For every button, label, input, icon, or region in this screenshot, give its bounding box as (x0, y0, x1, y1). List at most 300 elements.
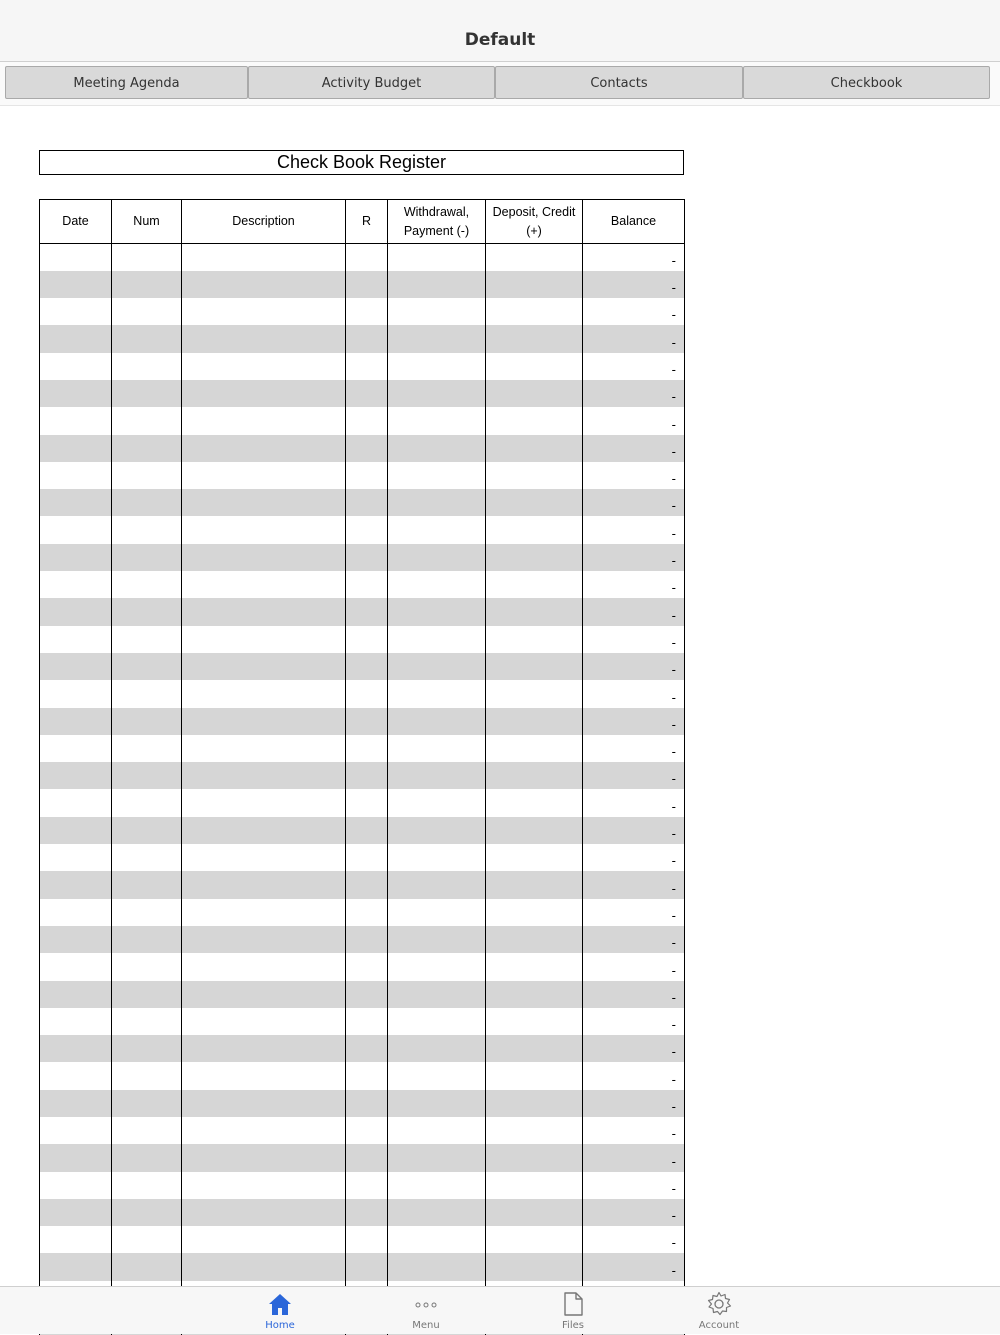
balance-cell[interactable]: - (583, 626, 685, 653)
withdrawal-cell[interactable] (388, 516, 486, 543)
deposit-cell[interactable] (486, 708, 583, 735)
balance-cell[interactable]: - (583, 353, 685, 380)
num-cell[interactable] (112, 817, 182, 844)
description-cell[interactable] (182, 1062, 346, 1089)
withdrawal-cell[interactable] (388, 571, 486, 598)
date-cell[interactable] (40, 571, 112, 598)
reconciled-cell[interactable] (346, 735, 388, 762)
sheet-tab-activity-budget[interactable]: Activity Budget (248, 66, 495, 99)
balance-cell[interactable]: - (583, 1117, 685, 1144)
num-cell[interactable] (112, 1008, 182, 1035)
reconciled-cell[interactable] (346, 298, 388, 325)
table-row (40, 1226, 685, 1253)
balance-cell[interactable]: - (583, 1035, 685, 1062)
withdrawal-cell[interactable] (388, 598, 486, 625)
reconciled-cell[interactable] (346, 926, 388, 953)
num-cell[interactable] (112, 626, 182, 653)
description-cell[interactable] (182, 1035, 346, 1062)
description-cell[interactable] (182, 353, 346, 380)
num-cell[interactable] (112, 899, 182, 926)
balance-cell[interactable]: - (583, 598, 685, 625)
description-cell[interactable] (182, 380, 346, 407)
reconciled-cell[interactable] (346, 407, 388, 434)
num-cell[interactable] (112, 489, 182, 516)
num-cell[interactable] (112, 1172, 182, 1199)
deposit-cell[interactable] (486, 1117, 583, 1144)
deposit-cell[interactable] (486, 1062, 583, 1089)
date-cell[interactable] (40, 1172, 112, 1199)
description-cell[interactable] (182, 244, 346, 271)
description-cell[interactable] (182, 462, 346, 489)
description-cell[interactable] (182, 1144, 346, 1171)
withdrawal-cell[interactable] (388, 407, 486, 434)
num-cell[interactable] (112, 571, 182, 598)
reconciled-cell[interactable] (346, 1008, 388, 1035)
withdrawal-cell[interactable] (388, 1008, 486, 1035)
num-cell[interactable] (112, 298, 182, 325)
description-cell[interactable] (182, 762, 346, 789)
withdrawal-cell[interactable] (388, 244, 486, 271)
deposit-cell[interactable] (486, 1035, 583, 1062)
withdrawal-cell[interactable] (388, 489, 486, 516)
date-cell[interactable] (40, 489, 112, 516)
date-cell[interactable] (40, 544, 112, 571)
withdrawal-cell[interactable] (388, 680, 486, 707)
date-cell[interactable] (40, 708, 112, 735)
withdrawal-cell[interactable] (388, 1253, 486, 1280)
num-cell[interactable] (112, 598, 182, 625)
num-cell[interactable] (112, 271, 182, 298)
register-title[interactable]: Check Book Register (39, 150, 684, 175)
date-cell[interactable] (40, 817, 112, 844)
description-cell[interactable] (182, 626, 346, 653)
balance-cell[interactable]: - (583, 817, 685, 844)
withdrawal-cell[interactable] (388, 1062, 486, 1089)
deposit-cell[interactable] (486, 953, 583, 980)
table-row (40, 1035, 685, 1062)
date-cell[interactable] (40, 680, 112, 707)
column-header-date[interactable]: Date (40, 200, 112, 244)
balance-cell[interactable]: - (583, 1172, 685, 1199)
withdrawal-cell[interactable] (388, 544, 486, 571)
withdrawal-cell[interactable] (388, 1226, 486, 1253)
date-cell[interactable] (40, 899, 112, 926)
description-cell[interactable] (182, 298, 346, 325)
column-header-reconciled[interactable]: R (346, 200, 388, 244)
num-cell[interactable] (112, 735, 182, 762)
num-cell[interactable] (112, 926, 182, 953)
description-cell[interactable] (182, 981, 346, 1008)
deposit-cell[interactable] (486, 735, 583, 762)
withdrawal-cell[interactable] (388, 762, 486, 789)
num-cell[interactable] (112, 789, 182, 816)
description-cell[interactable] (182, 953, 346, 980)
num-cell[interactable] (112, 1090, 182, 1117)
withdrawal-cell[interactable] (388, 653, 486, 680)
description-cell[interactable] (182, 1117, 346, 1144)
withdrawal-cell[interactable] (388, 298, 486, 325)
date-cell[interactable] (40, 462, 112, 489)
description-cell[interactable] (182, 789, 346, 816)
balance-cell[interactable]: - (583, 1199, 685, 1226)
reconciled-cell[interactable] (346, 353, 388, 380)
deposit-cell[interactable] (486, 1144, 583, 1171)
deposit-cell[interactable] (486, 325, 583, 352)
navigation-bar (0, 0, 1000, 62)
spreadsheet-content[interactable] (0, 106, 1000, 1286)
reconciled-cell[interactable] (346, 435, 388, 462)
date-cell[interactable] (40, 516, 112, 543)
deposit-cell[interactable] (486, 435, 583, 462)
deposit-cell[interactable] (486, 244, 583, 271)
table-row (40, 899, 685, 926)
check-register-table (39, 199, 685, 1335)
date-cell[interactable] (40, 735, 112, 762)
description-cell[interactable] (182, 1172, 346, 1199)
num-cell[interactable] (112, 680, 182, 707)
date-cell[interactable] (40, 1226, 112, 1253)
num-cell[interactable] (112, 353, 182, 380)
deposit-cell[interactable] (486, 1226, 583, 1253)
balance-cell[interactable]: - (583, 325, 685, 352)
num-cell[interactable] (112, 407, 182, 434)
balance-cell[interactable]: - (583, 1226, 685, 1253)
withdrawal-cell[interactable] (388, 926, 486, 953)
sheet-tabs-bar (0, 62, 1000, 106)
balance-cell[interactable]: - (583, 1008, 685, 1035)
table-row (40, 653, 685, 680)
withdrawal-cell[interactable] (388, 1144, 486, 1171)
description-cell[interactable] (182, 435, 346, 462)
description-cell[interactable] (182, 1253, 346, 1280)
description-cell[interactable] (182, 1199, 346, 1226)
date-cell[interactable] (40, 981, 112, 1008)
balance-cell[interactable]: - (583, 516, 685, 543)
date-cell[interactable] (40, 789, 112, 816)
balance-cell[interactable]: - (583, 926, 685, 953)
column-header-num[interactable]: Num (112, 200, 182, 244)
date-cell[interactable] (40, 325, 112, 352)
balance-cell[interactable]: - (583, 735, 685, 762)
deposit-cell[interactable] (486, 380, 583, 407)
tab-account[interactable] (669, 1287, 769, 1335)
reconciled-cell[interactable] (346, 953, 388, 980)
withdrawal-cell[interactable] (388, 462, 486, 489)
table-row (40, 516, 685, 543)
reconciled-cell[interactable] (346, 1117, 388, 1144)
deposit-cell[interactable] (486, 598, 583, 625)
withdrawal-cell[interactable] (388, 1090, 486, 1117)
balance-cell[interactable]: - (583, 1090, 685, 1117)
num-cell[interactable] (112, 844, 182, 871)
column-header-description[interactable]: Description (182, 200, 346, 244)
description-cell[interactable] (182, 708, 346, 735)
reconciled-cell[interactable] (346, 899, 388, 926)
withdrawal-cell[interactable] (388, 899, 486, 926)
date-cell[interactable] (40, 244, 112, 271)
balance-cell[interactable]: - (583, 981, 685, 1008)
withdrawal-cell[interactable] (388, 626, 486, 653)
num-cell[interactable] (112, 435, 182, 462)
deposit-cell[interactable] (486, 926, 583, 953)
description-cell[interactable] (182, 325, 346, 352)
description-cell[interactable] (182, 571, 346, 598)
reconciled-cell[interactable] (346, 1144, 388, 1171)
deposit-cell[interactable] (486, 1253, 583, 1280)
date-cell[interactable] (40, 926, 112, 953)
date-cell[interactable] (40, 1090, 112, 1117)
balance-cell[interactable]: - (583, 762, 685, 789)
withdrawal-cell[interactable] (388, 271, 486, 298)
description-cell[interactable] (182, 871, 346, 898)
withdrawal-cell[interactable] (388, 871, 486, 898)
description-cell[interactable] (182, 817, 346, 844)
num-cell[interactable] (112, 462, 182, 489)
date-cell[interactable] (40, 435, 112, 462)
reconciled-cell[interactable] (346, 1062, 388, 1089)
date-cell[interactable] (40, 407, 112, 434)
reconciled-cell[interactable] (346, 571, 388, 598)
date-cell[interactable] (40, 380, 112, 407)
table-row (40, 435, 685, 462)
num-cell[interactable] (112, 1253, 182, 1280)
num-cell[interactable] (112, 708, 182, 735)
deposit-cell[interactable] (486, 489, 583, 516)
deposit-cell[interactable] (486, 407, 583, 434)
date-cell[interactable] (40, 1253, 112, 1280)
description-cell[interactable] (182, 653, 346, 680)
table-row (40, 871, 685, 898)
column-header-balance[interactable]: Balance (583, 200, 685, 244)
balance-cell[interactable]: - (583, 244, 685, 271)
reconciled-cell[interactable] (346, 817, 388, 844)
deposit-cell[interactable] (486, 626, 583, 653)
balance-cell[interactable]: - (583, 1062, 685, 1089)
balance-cell[interactable]: - (583, 271, 685, 298)
withdrawal-cell[interactable] (388, 953, 486, 980)
date-cell[interactable] (40, 1062, 112, 1089)
num-cell[interactable] (112, 953, 182, 980)
sheet-tab-contacts[interactable]: Contacts (495, 66, 743, 99)
reconciled-cell[interactable] (346, 598, 388, 625)
withdrawal-cell[interactable] (388, 1117, 486, 1144)
balance-cell[interactable]: - (583, 380, 685, 407)
reconciled-cell[interactable] (346, 653, 388, 680)
withdrawal-cell[interactable] (388, 353, 486, 380)
table-row (40, 325, 685, 352)
balance-cell[interactable]: - (583, 489, 685, 516)
reconciled-cell[interactable] (346, 981, 388, 1008)
num-cell[interactable] (112, 1199, 182, 1226)
reconciled-cell[interactable] (346, 271, 388, 298)
reconciled-cell[interactable] (346, 325, 388, 352)
withdrawal-cell[interactable] (388, 380, 486, 407)
date-cell[interactable] (40, 953, 112, 980)
num-cell[interactable] (112, 1117, 182, 1144)
date-cell[interactable] (40, 298, 112, 325)
deposit-cell[interactable] (486, 462, 583, 489)
num-cell[interactable] (112, 1035, 182, 1062)
reconciled-cell[interactable] (346, 516, 388, 543)
deposit-cell[interactable] (486, 544, 583, 571)
description-cell[interactable] (182, 407, 346, 434)
deposit-cell[interactable] (486, 680, 583, 707)
withdrawal-cell[interactable] (388, 789, 486, 816)
date-cell[interactable] (40, 653, 112, 680)
withdrawal-cell[interactable] (388, 844, 486, 871)
date-cell[interactable] (40, 598, 112, 625)
description-cell[interactable] (182, 544, 346, 571)
reconciled-cell[interactable] (346, 762, 388, 789)
reconciled-cell[interactable] (346, 244, 388, 271)
description-cell[interactable] (182, 926, 346, 953)
num-cell[interactable] (112, 1062, 182, 1089)
reconciled-cell[interactable] (346, 1090, 388, 1117)
description-cell[interactable] (182, 844, 346, 871)
date-cell[interactable] (40, 271, 112, 298)
deposit-cell[interactable] (486, 762, 583, 789)
num-cell[interactable] (112, 871, 182, 898)
withdrawal-cell[interactable] (388, 817, 486, 844)
date-cell[interactable] (40, 1035, 112, 1062)
date-cell[interactable] (40, 762, 112, 789)
num-cell[interactable] (112, 544, 182, 571)
description-cell[interactable] (182, 271, 346, 298)
tab-files[interactable] (523, 1287, 623, 1335)
table-row (40, 380, 685, 407)
date-cell[interactable] (40, 353, 112, 380)
num-cell[interactable] (112, 981, 182, 1008)
num-cell[interactable] (112, 244, 182, 271)
reconciled-cell[interactable] (346, 626, 388, 653)
deposit-cell[interactable] (486, 653, 583, 680)
column-header-withdrawal[interactable]: Withdrawal, Payment (-) (388, 200, 486, 244)
date-cell[interactable] (40, 1199, 112, 1226)
reconciled-cell[interactable] (346, 544, 388, 571)
balance-cell[interactable]: - (583, 871, 685, 898)
reconciled-cell[interactable] (346, 1253, 388, 1280)
num-cell[interactable] (112, 653, 182, 680)
withdrawal-cell[interactable] (388, 1172, 486, 1199)
date-cell[interactable] (40, 626, 112, 653)
balance-cell[interactable]: - (583, 680, 685, 707)
reconciled-cell[interactable] (346, 708, 388, 735)
description-cell[interactable] (182, 1226, 346, 1253)
balance-cell[interactable]: - (583, 899, 685, 926)
deposit-cell[interactable] (486, 1172, 583, 1199)
deposit-cell[interactable] (486, 353, 583, 380)
description-cell[interactable] (182, 735, 346, 762)
column-header-deposit[interactable]: Deposit, Credit (+) (486, 200, 583, 244)
description-cell[interactable] (182, 680, 346, 707)
deposit-cell[interactable] (486, 298, 583, 325)
reconciled-cell[interactable] (346, 789, 388, 816)
balance-cell[interactable]: - (583, 708, 685, 735)
withdrawal-cell[interactable] (388, 1035, 486, 1062)
description-cell[interactable] (182, 516, 346, 543)
reconciled-cell[interactable] (346, 489, 388, 516)
table-row (40, 244, 685, 271)
balance-cell[interactable]: - (583, 571, 685, 598)
reconciled-cell[interactable] (346, 1172, 388, 1199)
deposit-cell[interactable] (486, 516, 583, 543)
reconciled-cell[interactable] (346, 871, 388, 898)
reconciled-cell[interactable] (346, 844, 388, 871)
num-cell[interactable] (112, 1226, 182, 1253)
deposit-cell[interactable] (486, 817, 583, 844)
num-cell[interactable] (112, 1144, 182, 1171)
num-cell[interactable] (112, 325, 182, 352)
deposit-cell[interactable] (486, 871, 583, 898)
balance-cell[interactable]: - (583, 407, 685, 434)
deposit-cell[interactable] (486, 1199, 583, 1226)
num-cell[interactable] (112, 380, 182, 407)
description-cell[interactable] (182, 899, 346, 926)
date-cell[interactable] (40, 1117, 112, 1144)
num-cell[interactable] (112, 762, 182, 789)
description-cell[interactable] (182, 598, 346, 625)
withdrawal-cell[interactable] (388, 981, 486, 1008)
deposit-cell[interactable] (486, 571, 583, 598)
tab-files-label: Files (562, 1320, 584, 1331)
balance-cell[interactable]: - (583, 1144, 685, 1171)
balance-cell[interactable]: - (583, 1253, 685, 1280)
balance-cell[interactable]: - (583, 953, 685, 980)
tab-home[interactable] (230, 1287, 330, 1335)
balance-cell[interactable]: - (583, 653, 685, 680)
deposit-cell[interactable] (486, 1090, 583, 1117)
balance-cell[interactable]: - (583, 844, 685, 871)
date-cell[interactable] (40, 844, 112, 871)
date-cell[interactable] (40, 1008, 112, 1035)
balance-cell[interactable]: - (583, 789, 685, 816)
table-row (40, 1253, 685, 1280)
deposit-cell[interactable] (486, 271, 583, 298)
withdrawal-cell[interactable] (388, 735, 486, 762)
balance-cell[interactable]: - (583, 435, 685, 462)
sheet-tab-checkbook[interactable]: Checkbook (743, 66, 990, 99)
tab-menu[interactable] (376, 1287, 476, 1335)
reconciled-cell[interactable] (346, 680, 388, 707)
reconciled-cell[interactable] (346, 380, 388, 407)
reconciled-cell[interactable] (346, 1199, 388, 1226)
reconciled-cell[interactable] (346, 462, 388, 489)
reconciled-cell[interactable] (346, 1226, 388, 1253)
deposit-cell[interactable] (486, 789, 583, 816)
description-cell[interactable] (182, 1090, 346, 1117)
date-cell[interactable] (40, 1144, 112, 1171)
num-cell[interactable] (112, 516, 182, 543)
deposit-cell[interactable] (486, 899, 583, 926)
date-cell[interactable] (40, 871, 112, 898)
description-cell[interactable] (182, 489, 346, 516)
reconciled-cell[interactable] (346, 1035, 388, 1062)
withdrawal-cell[interactable] (388, 1199, 486, 1226)
balance-cell[interactable]: - (583, 462, 685, 489)
balance-cell[interactable]: - (583, 544, 685, 571)
deposit-cell[interactable] (486, 1008, 583, 1035)
withdrawal-cell[interactable] (388, 325, 486, 352)
sheet-tab-meeting-agenda[interactable]: Meeting Agenda (5, 66, 248, 99)
description-cell[interactable] (182, 1008, 346, 1035)
table-row (40, 926, 685, 953)
balance-cell[interactable]: - (583, 298, 685, 325)
table-row (40, 598, 685, 625)
withdrawal-cell[interactable] (388, 708, 486, 735)
withdrawal-cell[interactable] (388, 435, 486, 462)
deposit-cell[interactable] (486, 981, 583, 1008)
deposit-cell[interactable] (486, 844, 583, 871)
